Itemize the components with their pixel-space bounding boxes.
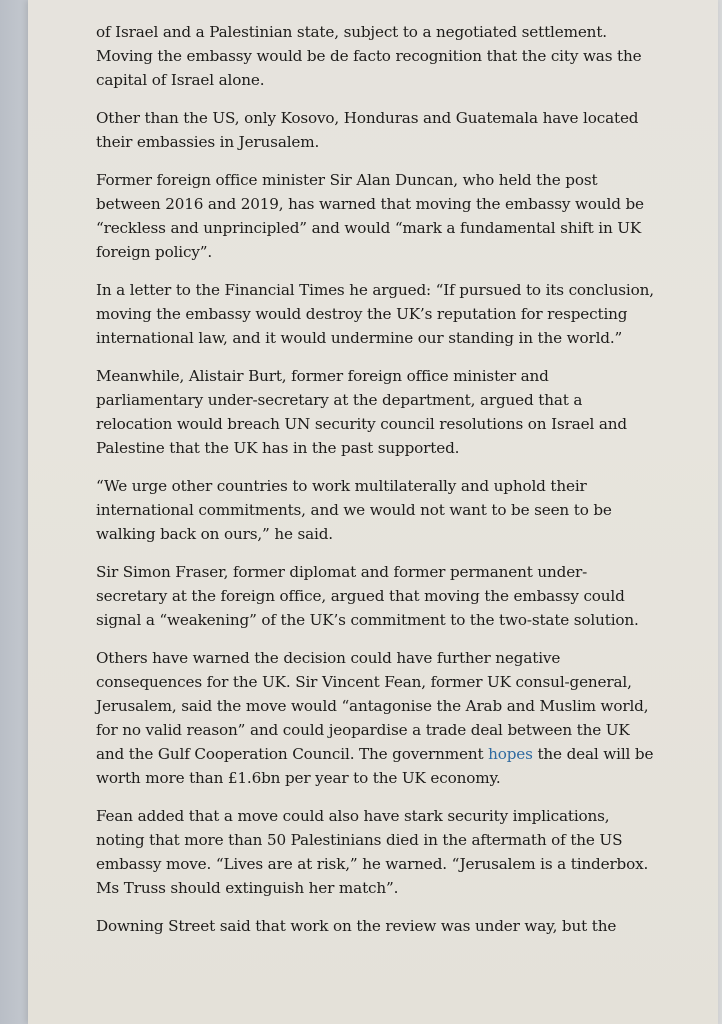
paragraph-2: Other than the US, only Kosovo, Honduras and Guatemala have located their embassies in Jerusalem.: [96, 109, 639, 151]
paragraph-5: Meanwhile, Alistair Burt, former foreign office minister and parliamentary under-secretary at the department, argued that a relocation would breach UN security council resolutions on Israel and Palestine that the UK has in the past supported.: [96, 367, 627, 457]
paragraph-9: Fean added that a move could also have stark security implications, noting that more than 50 Palestinians died in the aftermath of the US embassy move. “Lives are at risk,” he warned. “Jerusalem is a tinderbox. Ms Truss should extinguish her match”.: [96, 807, 649, 897]
paragraph-3: Former foreign office minister Sir Alan Duncan, who held the post between 2016 and 2019, has warned that moving the embassy would be “reckless and unprincipled” and would “mark a fundamental shift in UK foreign policy”.: [96, 171, 644, 261]
paragraph-10: Downing Street said that work on the review was under way, but the: [96, 917, 617, 935]
paragraph-1: of Israel and a Palestinian state, subject to a negotiated settlement. Moving the embassy would be de facto recognition that the city was the capital of Israel alone.: [96, 23, 642, 89]
article-body: [96, 20, 656, 952]
paragraph-8-text-after: the deal will be worth more than £1.6bn per year to the UK economy.: [96, 745, 654, 787]
paragraph-7: Sir Simon Fraser, former diplomat and former permanent under-secretary at the foreign office, argued that moving the embassy could signal a “weakening” of the UK’s commitment to the two-state solution.: [96, 563, 639, 629]
paragraph-8-text-before: Others have warned the decision could have further negative consequences for the UK. Sir Vincent Fean, former UK consul-general, Jerusalem, said the move would “antagonise the Arab and Muslim world, for no valid reason” and could jeopardise a trade deal between the UK and the Gulf Cooperation Council. The government: [96, 649, 649, 763]
paragraph-4: In a letter to the Financial Times he argued: “If pursued to its conclusion, moving the embassy would destroy the UK’s reputation for respecting international law, and it would undermine our standing in the world.”: [96, 281, 654, 347]
hopes-link[interactable]: hopes: [488, 745, 533, 763]
paragraph-8: [96, 646, 656, 790]
paragraph-6: “We urge other countries to work multilaterally and uphold their international commitments, and we would not want to be seen to be walking back on ours,” he said.: [96, 477, 612, 543]
